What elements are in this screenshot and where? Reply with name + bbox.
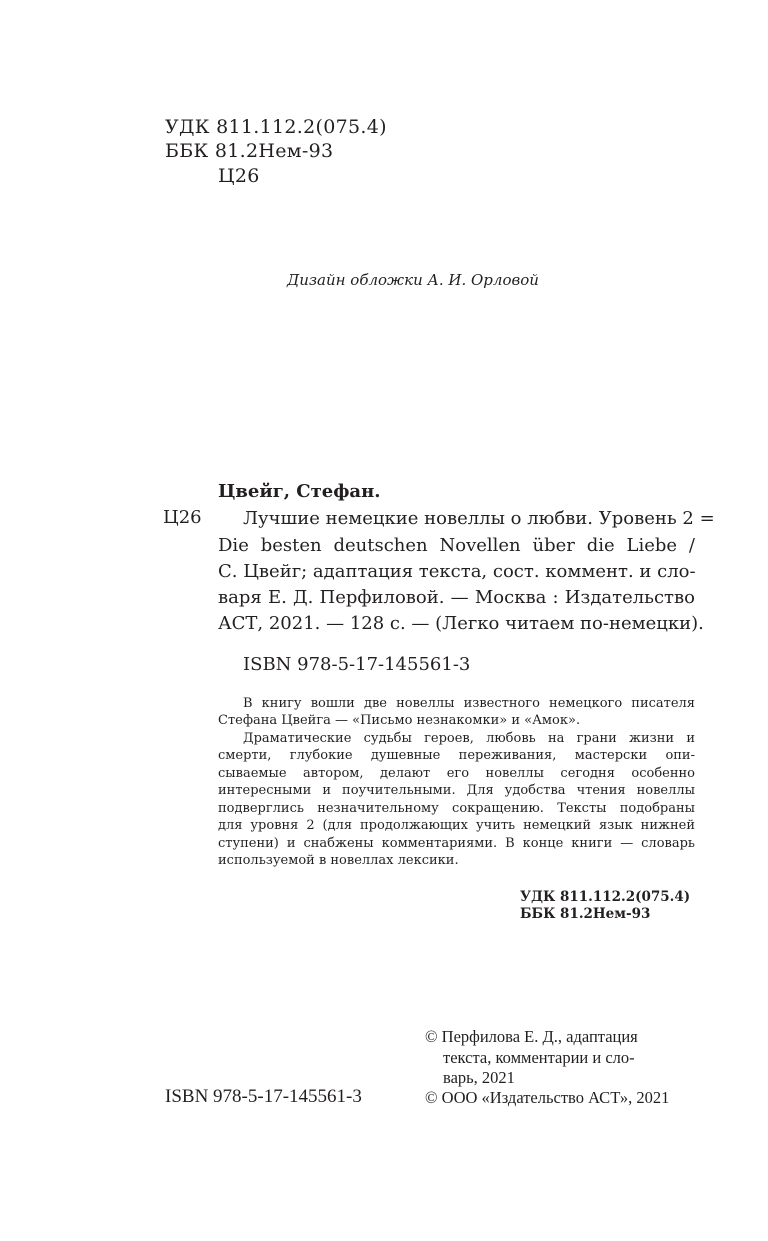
entry-line: С. Цвейг; адаптация текста, сост. коммент. и сло-	[218, 561, 696, 582]
entry-author: Цвейг, Стефан.	[218, 481, 381, 502]
abstract-line: ступени) и снабжены комментариями. В конце книги — словарь	[218, 836, 695, 851]
abstract-line: используемой в новеллах лексики.	[218, 853, 459, 868]
entry-isbn: ISBN 978-5-17-145561-3	[243, 654, 471, 675]
copyright-line: текста, комментарии и сло-	[443, 1048, 635, 1067]
abstract-line: интересными и поучительными. Для удобства чтения новеллы	[218, 783, 695, 798]
udk-header: УДК 811.112.2(075.4)	[165, 116, 387, 138]
bbk-header: ББК 81.2Нем-93	[165, 140, 334, 162]
entry-line: варя Е. Д. Перфиловой. — Москва : Издательство	[218, 587, 695, 608]
abstract-line: Стефана Цвейга — «Письмо незнакомки» и «Амок».	[218, 713, 581, 728]
copyright-publisher: © ООО «Издательство АСТ», 2021	[425, 1088, 670, 1107]
cover-design-credit: Дизайн обложки А. И. Орловой	[287, 271, 539, 289]
copyright-line: варь, 2021	[443, 1068, 515, 1087]
abstract-line: Драматические судьбы героев, любовь на грани жизни и	[243, 731, 695, 746]
bbk-classification: ББК 81.2Нем-93	[520, 906, 651, 922]
entry-line: Die besten deutschen Novellen über die Liebe /	[218, 535, 695, 556]
entry-line: Лучшие немецкие новеллы о любви. Уровень 2 =	[243, 508, 715, 529]
author-code-header: Ц26	[218, 165, 260, 187]
copyright-line: © Перфилова Е. Д., адаптация	[425, 1027, 638, 1046]
abstract-line: для уровня 2 (для продолжающих учить немецкий язык нижней	[218, 818, 695, 833]
footer-isbn: ISBN 978-5-17-145561-3	[165, 1086, 362, 1107]
udk-classification: УДК 811.112.2(075.4)	[520, 889, 691, 905]
entry-code: Ц26	[163, 507, 202, 528]
abstract-line: сываемые автором, делают его новеллы сегодня особенно	[218, 766, 695, 781]
abstract-line: смерти, глубокие душевные переживания, мастерски опи-	[218, 748, 695, 763]
abstract-line: подверглись незначительному сокращению. Тексты подобраны	[218, 801, 695, 816]
abstract-line: В книгу вошли две новеллы известного немецкого писателя	[243, 696, 695, 711]
entry-line: АСТ, 2021. — 128 с. — (Легко читаем по-немецки).	[218, 613, 704, 634]
